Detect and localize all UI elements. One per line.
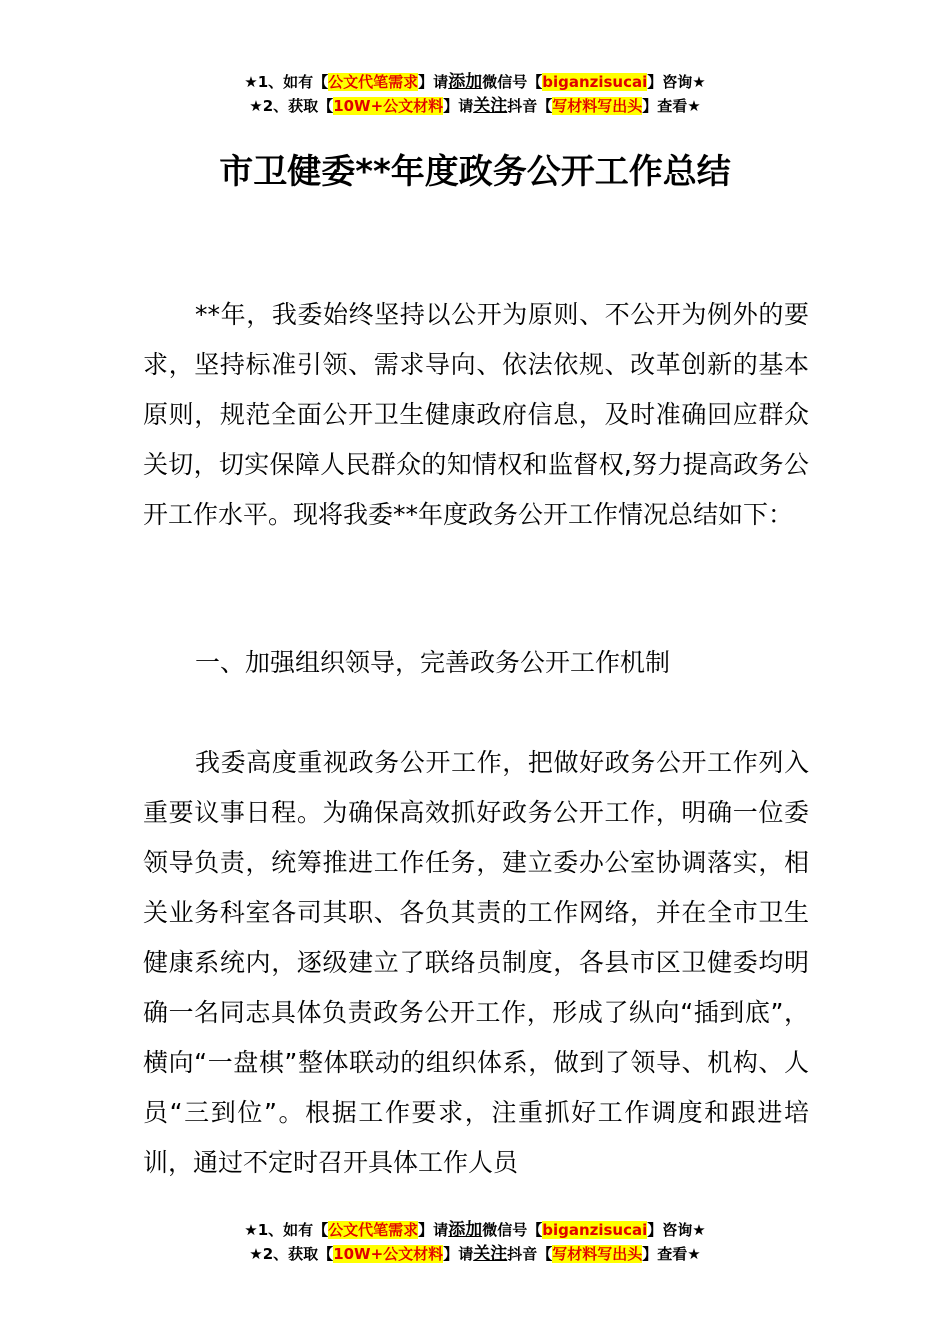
wechat-id-highlight: biganzisucai	[542, 73, 648, 91]
promo-text: 2、获取【	[262, 97, 334, 115]
promo-highlight: 公文代笔需求	[328, 73, 419, 91]
promo-text: 】查看	[642, 97, 688, 115]
promo-text: 抖音【	[507, 97, 553, 115]
promo-text: 抖音【	[507, 1245, 553, 1263]
document-title: 市卫健委**年度政务公开工作总结	[219, 152, 731, 192]
promo-text: 2、获取【	[262, 1245, 334, 1263]
star-icon: ★	[244, 73, 258, 91]
promo-line-1	[0, 70, 950, 94]
promo-line-2	[0, 94, 950, 118]
promo-underlined-text: 关注	[473, 96, 508, 116]
paragraph-text: 我委高度重视政务公开工作，把做好政务公开工作列入重要议事日程。为确保高效抓好政务公开工作，明确一位委领导负责，统筹推进工作任务，建立委办公室协调落实，相关业务科室各司其职、各负其责的工作网络，并在全市卫生健康系统内，逐级建立了联络员制度，各县市区卫健委均明确一名同志具体负责政务公开工作，形成了纵向“插到底”，横向“一盘棋”整体联动的组织体系，做到了领导、机构、人员“三到位”。根据工作要求，注重抓好工作调度和跟进培训，通过不定时召开具体工作人员	[143, 748, 809, 1177]
promo-highlight: 10W+公文材料	[333, 97, 444, 115]
promo-text: 】咨询	[647, 73, 693, 91]
promo-underlined-text: 关注	[473, 1244, 508, 1264]
promo-line-2	[0, 1242, 950, 1266]
star-icon: ★	[692, 1221, 706, 1239]
promo-text: 】查看	[642, 1245, 688, 1263]
star-icon: ★	[687, 1245, 701, 1263]
star-icon: ★	[687, 97, 701, 115]
body-paragraph-intro	[143, 290, 809, 540]
promo-text: 1、如有【	[257, 73, 329, 91]
promo-highlight: 10W+公文材料	[333, 1245, 444, 1263]
star-icon: ★	[249, 97, 263, 115]
promo-underlined-text: 添加	[448, 72, 483, 92]
douyin-account-highlight: 写材料写出头	[552, 97, 643, 115]
promo-text: 】请	[443, 1245, 474, 1263]
section-heading-text: 一、加强组织领导，完善政务公开工作机制	[195, 648, 671, 677]
promo-text: 】请	[418, 73, 449, 91]
promo-text: 】咨询	[647, 1221, 693, 1239]
footer-promo-banner	[0, 1218, 950, 1266]
promo-text: 】请	[418, 1221, 449, 1239]
promo-text: 微信号【	[482, 1221, 543, 1239]
body-paragraph-section-1	[143, 738, 809, 1188]
star-icon: ★	[244, 1221, 258, 1239]
promo-text: 微信号【	[482, 73, 543, 91]
promo-text: 1、如有【	[257, 1221, 329, 1239]
promo-highlight: 公文代笔需求	[328, 1221, 419, 1239]
header-promo-banner	[0, 70, 950, 118]
promo-line-1	[0, 1218, 950, 1242]
promo-underlined-text: 添加	[448, 1220, 483, 1240]
douyin-account-highlight: 写材料写出头	[552, 1245, 643, 1263]
promo-text: 】请	[443, 97, 474, 115]
section-heading	[143, 638, 809, 688]
star-icon: ★	[249, 1245, 263, 1263]
paragraph-text: **年，我委始终坚持以公开为原则、不公开为例外的要求，坚持标准引领、需求导向、依法依规、改革创新的基本原则，规范全面公开卫生健康政府信息，及时准确回应群众关切，切实保障人民群众的知情权和监督权,努力提高政务公开工作水平。现将我委**年度政务公开工作情况总结如下：	[143, 300, 809, 529]
wechat-id-highlight: biganzisucai	[542, 1221, 648, 1239]
star-icon: ★	[692, 73, 706, 91]
